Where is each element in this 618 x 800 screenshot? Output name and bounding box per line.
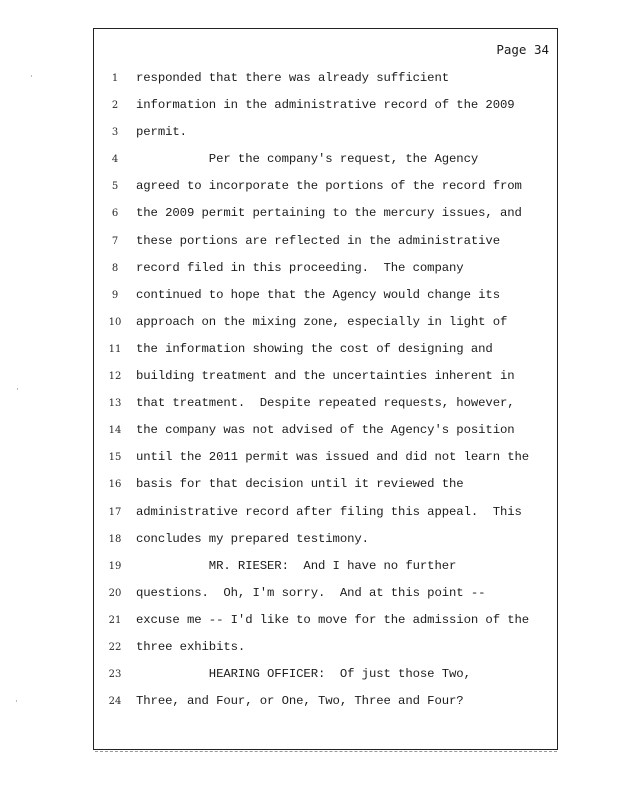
line-number: 7 <box>111 235 119 247</box>
transcript-text <box>136 65 551 715</box>
transcript-line: the 2009 permit pertaining to the mercury issues, and <box>136 206 522 221</box>
scan-edge-line <box>95 751 557 752</box>
transcript-line: these portions are reflected in the administrative <box>136 233 500 248</box>
transcript-line: MR. RIESER: And I have no further <box>136 558 457 573</box>
line-number: 4 <box>111 154 119 166</box>
transcript-line: until the 2011 permit was issued and did not learn the <box>136 450 530 465</box>
transcript-line: building treatment and the uncertainties inherent in <box>136 369 515 384</box>
transcript-line: agreed to incorporate the portions of the record from <box>136 179 522 194</box>
transcript-line: responded that there was already sufficient <box>136 71 450 85</box>
transcript-line: HEARING OFFICER: Of just those Two, <box>136 667 471 682</box>
line-number: 14 <box>108 425 122 437</box>
transcript-line: excuse me -- I'd like to move for the admission of the <box>136 612 530 627</box>
line-number: 1 <box>111 73 119 84</box>
line-number: 9 <box>111 289 119 301</box>
line-number: 8 <box>111 262 119 274</box>
line-number: 21 <box>108 614 122 626</box>
line-number: 11 <box>108 343 122 355</box>
line-number: 10 <box>108 316 122 328</box>
line-number: 2 <box>111 100 119 112</box>
line-number: 5 <box>111 181 119 193</box>
line-number: 19 <box>108 560 122 572</box>
transcript-line: information in the administrative record of the 2009 <box>136 98 515 113</box>
line-number-column <box>94 65 136 715</box>
line-number: 6 <box>111 208 119 220</box>
transcript-line: concludes my prepared testimony. <box>136 531 369 546</box>
transcript-line: basis for that decision until it reviewed the <box>136 477 464 492</box>
line-number: 17 <box>108 506 122 518</box>
line-number: 23 <box>108 669 122 681</box>
line-number: 16 <box>108 479 122 491</box>
transcript-line: questions. Oh, I'm sorry. And at this point -- <box>136 585 486 600</box>
transcript-line: that treatment. Despite repeated requests, however, <box>136 396 515 411</box>
transcript-line: the information showing the cost of designing and <box>136 341 493 356</box>
transcript-line: administrative record after filing this appeal. This <box>136 504 522 519</box>
transcript-line: permit. <box>136 125 187 140</box>
transcript-line: three exhibits. <box>136 639 246 654</box>
line-number: 13 <box>108 398 122 410</box>
scan-speck: · <box>15 697 18 707</box>
scan-speck: · <box>16 385 19 395</box>
transcript-line: continued to hope that the Agency would change its <box>136 287 500 302</box>
transcript-line: Per the company's request, the Agency <box>136 152 479 167</box>
line-number: 12 <box>108 371 122 383</box>
transcript-page <box>93 28 558 750</box>
transcript-line: Three, and Four, or One, Two, Three and Four? <box>136 694 464 709</box>
transcript-line: the company was not advised of the Agency's position <box>136 423 515 438</box>
transcript-line: record filed in this proceeding. The company <box>136 260 464 275</box>
line-number: 15 <box>108 452 122 464</box>
line-number: 20 <box>108 587 122 599</box>
line-number: 22 <box>108 641 122 653</box>
line-number: 24 <box>108 696 122 708</box>
line-number: 18 <box>108 533 122 545</box>
scan-speck: · <box>30 72 33 82</box>
transcript-line: approach on the mixing zone, especially in light of <box>136 314 508 329</box>
page-number-header: Page 34 <box>496 42 549 57</box>
line-number: 3 <box>111 127 119 139</box>
